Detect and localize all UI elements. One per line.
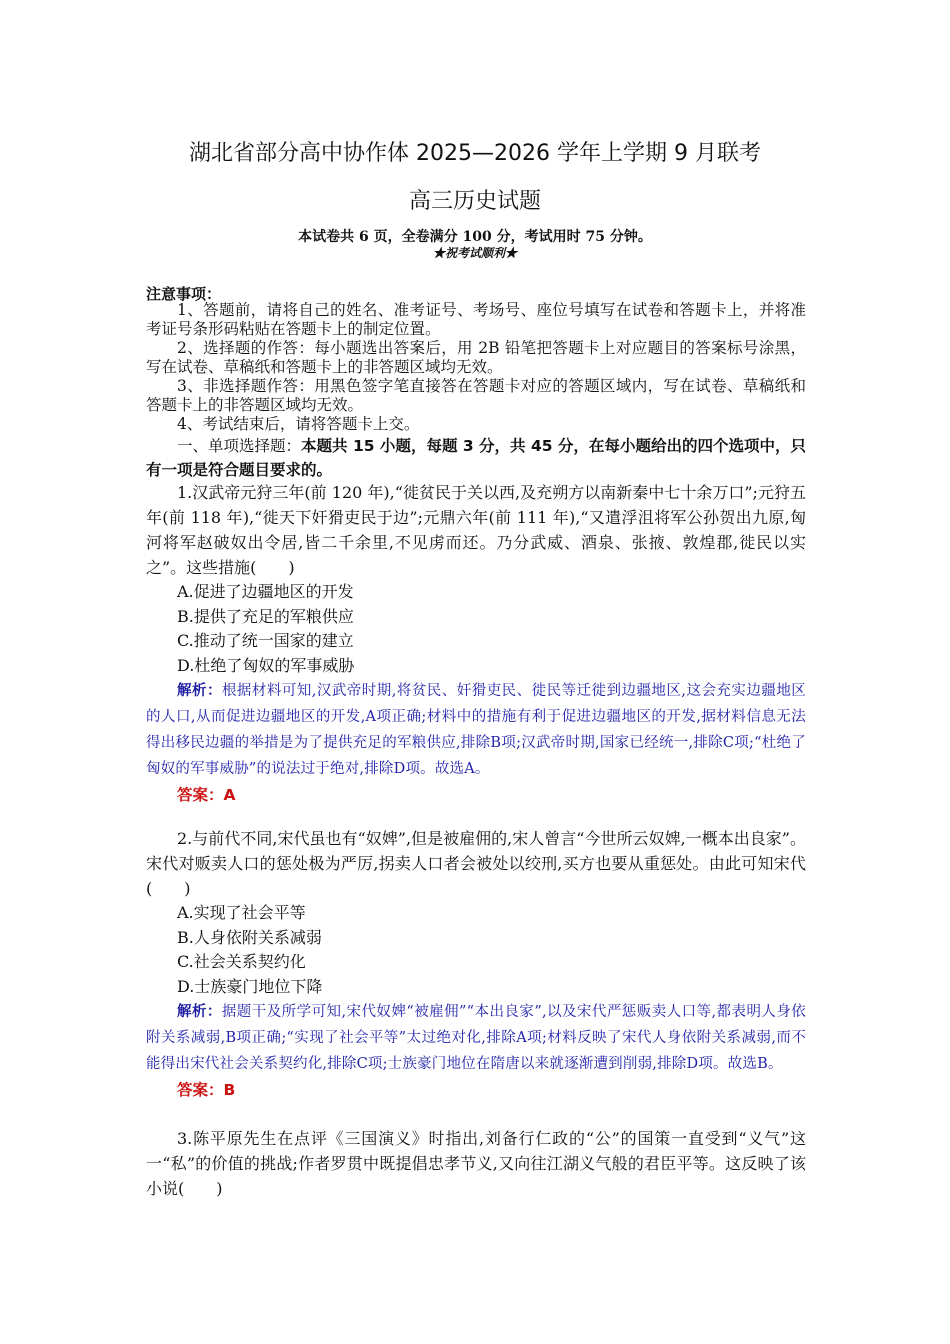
notes-list: [146, 301, 806, 482]
question-3: [146, 1126, 806, 1201]
note-item: 1、答题前，请将自己的姓名、准考证号、考场号、座位号填写在试卷和答题卡上，并将准考证号条形码粘贴在答题卡上的制定位置。: [146, 301, 806, 338]
analysis-label: 解析：: [177, 683, 222, 699]
exam-subtitle: 高三历史试题: [408, 189, 541, 214]
question-stem: 2.与前代不同,宋代虽也有“奴婢”,但是被雇佣的,宋人曾言“今世所云奴婢,一概本出良家”。宋代对贩卖人口的惩处极为严厉,拐卖人口者会被处以绞刑,买方也要从重惩处。由此可知宋代( ): [146, 829, 806, 898]
option-b: B.人身依附关系减弱: [177, 927, 322, 947]
exam-wish: ★祝考试顺利★: [432, 246, 517, 260]
exam-meta: 本试卷共 6 页，全卷满分 100 分，考试用时 75 分钟。: [298, 229, 652, 245]
question-stem: 1.汉武帝元狩三年(前 120 年),“徙贫民于关以西,及充朔方以南新秦中七十余万口”;元狩五年(前 118 年),“徙天下奸猾吏民于边”;元鼎六年(前 111 年),“又遣浮沮将军公孙贺出九原,匈河将军赵破奴出令居,皆二千余里,不见虏而还。乃分武威、酒泉、张掖、敦煌郡,徙民以实之”。这些措施( ): [146, 483, 806, 577]
question-1: [146, 480, 806, 808]
analysis-label: 解析：: [177, 1004, 222, 1020]
option-a: A.促进了边疆地区的开发: [177, 582, 354, 601]
analysis: [146, 678, 806, 782]
option-d: D.士族豪门地位下降: [177, 976, 323, 996]
answer: 答案：B: [177, 1081, 236, 1099]
note-item: 2、选择题的作答：每小题选出答案后，用 2B 铅笔把答题卡上对应题目的答案标号涂黑，写在试卷、草稿纸和答题卡上的非答题区域均无效。: [146, 339, 806, 376]
section-heading: [146, 434, 806, 482]
answer: 答案：A: [177, 786, 236, 804]
analysis-text: 根据材料可知,汉武帝时期,将贫民、奸猾吏民、徙民等迁徙到边疆地区,这会充实边疆地区的人口,从而促进边疆地区的开发,A项正确;材料中的措施有利于促进边疆地区的开发,据材料信息无法得出移民边疆的举措是为了提供充足的军粮供应,排除B项;汉武帝时期,国家已经统一,排除C项;“杜绝了匈奴的军事威胁”的说法过于绝对,排除D项。故选A。: [146, 683, 806, 777]
option-d: D.杜绝了匈奴的军事威胁: [177, 655, 355, 675]
option-a: A.实现了社会平等: [177, 903, 306, 922]
note-item: 3、非选择题作答：用黑色签字笔直接答在答题卡对应的答题区域内，写在试卷、草稿纸和答题卡上的非答题区域均无效。: [146, 377, 806, 414]
exam-title: 湖北省部分高中协作体 2025—2026 学年上学期 9 月联考: [189, 141, 761, 166]
section-prefix: 一、单项选择题：: [177, 437, 302, 455]
section-text: 本题共 15 小题，每题 3 分，共 45 分，在每小题给出的四个选项中，只有一项是符合题目要求的。: [146, 437, 806, 479]
question-stem: 3.陈平原先生在点评《三国演义》时指出,刘备行仁政的“公”的国策一直受到“义气”这一“私”的价值的挑战;作者罗贯中既提倡忠孝节义,又向往江湖义气般的君臣平等。这反映了该小说( ): [146, 1129, 806, 1198]
notes-title: 注意事项：: [146, 285, 222, 303]
option-c: C.推动了统一国家的建立: [177, 631, 354, 650]
option-b: B.提供了充足的军粮供应: [177, 606, 354, 626]
analysis-text: 据题干及所学可知,宋代奴婢“被雇佣”“本出良家”,以及宋代严惩贩卖人口等,都表明人身依附关系减弱,B项正确;“实现了社会平等”太过绝对化,排除A项;材料反映了宋代人身依附关系减弱,而不能得出宋代社会关系契约化,排除C项;士族豪门地位在隋唐以来就逐渐遭到削弱,排除D项。故选B。: [146, 1004, 806, 1072]
note-item: 4、考试结束后，请将答题卡上交。: [177, 415, 420, 433]
option-c: C.社会关系契约化: [177, 952, 306, 971]
analysis: [146, 999, 806, 1077]
question-2: [146, 826, 806, 1103]
